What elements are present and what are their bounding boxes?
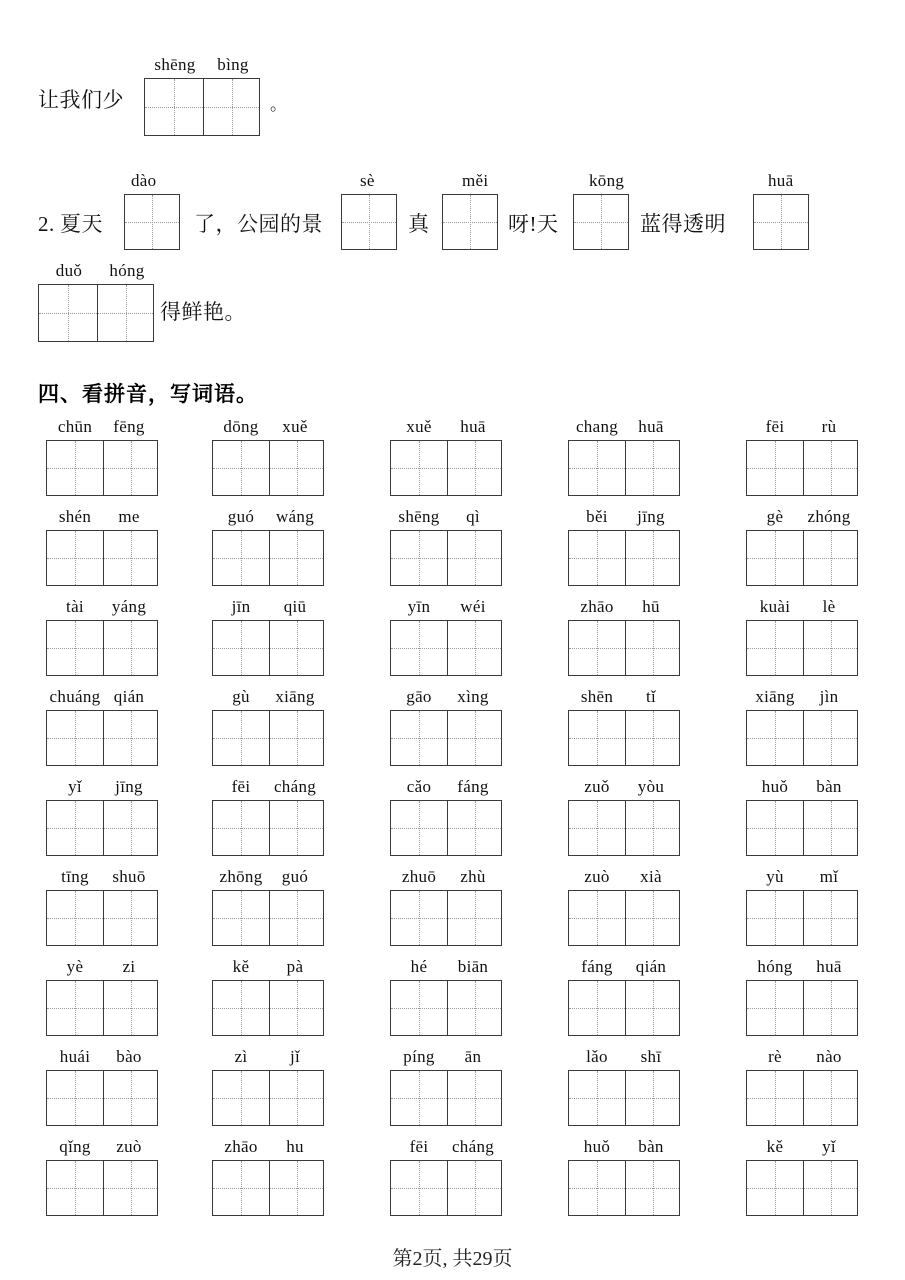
writing-box-double[interactable]: [746, 710, 858, 766]
box-guide-vertical: [597, 801, 598, 855]
box-guide-horizontal: [213, 648, 323, 649]
writing-box-double[interactable]: [746, 890, 858, 946]
box-guide-horizontal: [391, 468, 501, 469]
box-guide-horizontal: [213, 918, 323, 919]
box-guide-vertical: [653, 891, 654, 945]
pinyin-label: yǐ jīng: [68, 777, 143, 796]
box-guide-horizontal: [569, 1188, 679, 1189]
writing-box-single[interactable]: [442, 194, 498, 250]
box-guide-vertical: [297, 441, 298, 495]
writing-box-double[interactable]: [212, 530, 324, 586]
word-grid-row: [0, 508, 905, 598]
pinyin-label: yīn wéi: [407, 597, 486, 616]
box-guide-vertical: [297, 891, 298, 945]
writing-box-double[interactable]: [390, 980, 502, 1036]
writing-box-double[interactable]: [568, 890, 680, 946]
box-guide-vertical: [831, 621, 832, 675]
box-guide-vertical: [775, 711, 776, 765]
box-guide-vertical: [419, 531, 420, 585]
box-guide-vertical: [241, 801, 242, 855]
writing-box-double[interactable]: [46, 1160, 158, 1216]
box-guide-horizontal: [47, 558, 157, 559]
box-guide-vertical: [597, 1161, 598, 1215]
pinyin-label: zhāo hu: [224, 1137, 304, 1156]
writing-box-double[interactable]: [568, 1160, 680, 1216]
box-guide-vertical: [131, 891, 132, 945]
writing-box-double[interactable]: [568, 710, 680, 766]
pinyin-label-sheng-bing: shēng bìng: [154, 55, 249, 74]
pinyin-label: zhāo hū: [580, 597, 660, 616]
box-guide-vertical: [131, 531, 132, 585]
box-guide-vertical: [241, 441, 242, 495]
box-guide-vertical: [475, 981, 476, 1035]
box-guide-vertical: [297, 621, 298, 675]
box-guide-vertical: [419, 711, 420, 765]
box-guide-vertical: [419, 1161, 420, 1215]
box-guide-horizontal: [747, 918, 857, 919]
writing-box-double[interactable]: [746, 1160, 858, 1216]
word-grid-row: [0, 688, 905, 778]
writing-box-double[interactable]: [46, 620, 158, 676]
box-guide-vertical: [775, 801, 776, 855]
box-guide-vertical: [831, 981, 832, 1035]
pinyin-label: kě yǐ: [766, 1137, 836, 1156]
pinyin-label: xuě huā: [406, 417, 486, 436]
box-guide-vertical: [241, 1161, 242, 1215]
pinyin-label: shēn tǐ: [580, 687, 657, 706]
pinyin-label: lǎo shī: [586, 1047, 662, 1066]
writing-box-double[interactable]: [38, 284, 154, 342]
box-guide-horizontal: [747, 1008, 857, 1009]
box-guide-vertical: [597, 441, 598, 495]
writing-box-double[interactable]: [212, 620, 324, 676]
box-guide-vertical: [131, 1161, 132, 1215]
pinyin-label: fēi rù: [765, 417, 837, 436]
writing-box-double[interactable]: [746, 800, 858, 856]
box-guide-vertical: [653, 621, 654, 675]
pinyin-label: hé biān: [410, 957, 489, 976]
box-guide-vertical: [653, 531, 654, 585]
sentence-1-trail-text: 。: [270, 95, 288, 114]
box-guide-vertical: [475, 891, 476, 945]
sentence-2-text-2: 真: [408, 212, 430, 236]
word-grid-row: [0, 418, 905, 508]
box-guide-horizontal: [213, 1008, 323, 1009]
box-guide-horizontal: [213, 738, 323, 739]
writing-box-single[interactable]: [124, 194, 180, 250]
box-guide-vertical: [126, 285, 127, 341]
writing-box-single[interactable]: [341, 194, 397, 250]
word-grid-row: [0, 778, 905, 868]
writing-box-double[interactable]: [46, 1070, 158, 1126]
box-guide-vertical: [831, 531, 832, 585]
box-guide-vertical: [419, 621, 420, 675]
pinyin-label-kong: kōng: [589, 171, 625, 190]
writing-box-double[interactable]: [212, 890, 324, 946]
pinyin-label: kě pà: [232, 957, 304, 976]
box-guide-vertical: [775, 981, 776, 1035]
box-guide-horizontal: [145, 107, 259, 108]
box-guide-vertical: [75, 711, 76, 765]
pinyin-label: gāo xìng: [406, 687, 489, 706]
box-guide-horizontal: [747, 738, 857, 739]
box-guide-horizontal: [39, 313, 153, 314]
word-grid-row: [0, 868, 905, 958]
pinyin-label-hua: huā: [768, 171, 794, 190]
box-guide-horizontal: [569, 828, 679, 829]
word-grid-row: [0, 1138, 905, 1228]
pinyin-label: yè zi: [66, 957, 136, 976]
box-guide-vertical: [297, 981, 298, 1035]
box-guide-vertical: [831, 441, 832, 495]
box-guide-vertical: [475, 531, 476, 585]
pinyin-label: fēi cháng: [231, 777, 317, 796]
box-guide-vertical: [131, 1071, 132, 1125]
writing-box-double[interactable]: [746, 620, 858, 676]
writing-box-double[interactable]: [746, 440, 858, 496]
pinyin-label: zì jǐ: [234, 1047, 301, 1066]
pinyin-label: fáng qián: [581, 957, 667, 976]
sentence-2-text-1: 了，公园的景: [194, 212, 323, 236]
box-guide-horizontal: [47, 1008, 157, 1009]
box-guide-vertical: [653, 1071, 654, 1125]
box-guide-vertical: [232, 79, 233, 135]
pinyin-label: fēi cháng: [409, 1137, 495, 1156]
box-guide-vertical: [831, 801, 832, 855]
box-guide-horizontal: [747, 468, 857, 469]
pinyin-label: chuáng qián: [49, 687, 145, 706]
box-guide-horizontal: [213, 828, 323, 829]
pinyin-label-dao: dào: [131, 171, 157, 190]
box-guide-vertical: [653, 441, 654, 495]
sentence-2-text-3: 呀!天: [508, 212, 559, 236]
writing-box-double[interactable]: [746, 980, 858, 1036]
box-guide-vertical: [653, 711, 654, 765]
box-guide-vertical: [653, 801, 654, 855]
writing-box-double[interactable]: [390, 440, 502, 496]
pinyin-label: tīng shuō: [61, 867, 146, 886]
pinyin-label: hóng huā: [757, 957, 842, 976]
word-grid-row: [0, 1048, 905, 1138]
writing-box-double[interactable]: [568, 1070, 680, 1126]
writing-box-double[interactable]: [46, 530, 158, 586]
box-guide-vertical: [597, 621, 598, 675]
pinyin-label: zhōng guó: [219, 867, 309, 886]
pinyin-label: chang huā: [575, 417, 664, 436]
box-guide-horizontal: [391, 558, 501, 559]
pinyin-label: píng ān: [403, 1047, 482, 1066]
pinyin-label: yù mǐ: [766, 867, 839, 886]
pinyin-label: kuài lè: [759, 597, 836, 616]
box-guide-vertical: [75, 1161, 76, 1215]
box-guide-vertical: [475, 801, 476, 855]
pinyin-label-duo-hong: duǒ hóng: [55, 261, 145, 280]
box-guide-vertical: [475, 441, 476, 495]
writing-box-double[interactable]: [212, 800, 324, 856]
pinyin-label: tài yáng: [66, 597, 147, 616]
box-guide-vertical: [475, 1071, 476, 1125]
sentence-2-text-4: 蓝得透明: [640, 212, 726, 236]
writing-box-double[interactable]: [746, 1070, 858, 1126]
writing-box-double[interactable]: [390, 1160, 502, 1216]
box-guide-vertical: [152, 195, 153, 249]
box-guide-vertical: [597, 711, 598, 765]
writing-box-double[interactable]: [568, 620, 680, 676]
word-grid-row: [0, 958, 905, 1048]
box-guide-vertical: [653, 981, 654, 1035]
box-guide-horizontal: [47, 648, 157, 649]
box-guide-horizontal: [213, 558, 323, 559]
box-guide-vertical: [75, 531, 76, 585]
sentence-1-lead-text: 让我们少: [38, 88, 124, 112]
writing-box-double[interactable]: [46, 800, 158, 856]
box-guide-horizontal: [213, 1188, 323, 1189]
writing-box-double[interactable]: [568, 800, 680, 856]
pinyin-label: gè zhóng: [766, 507, 851, 526]
box-guide-horizontal: [391, 738, 501, 739]
pinyin-label: huǒ bàn: [583, 1137, 664, 1156]
box-guide-horizontal: [747, 648, 857, 649]
writing-box-double[interactable]: [212, 1160, 324, 1216]
box-guide-horizontal: [569, 738, 679, 739]
box-guide-vertical: [131, 981, 132, 1035]
writing-box-double[interactable]: [46, 980, 158, 1036]
pinyin-label: zuò xià: [584, 867, 662, 886]
box-guide-vertical: [241, 621, 242, 675]
pinyin-label: chūn fēng: [57, 417, 145, 436]
box-guide-vertical: [775, 531, 776, 585]
box-guide-vertical: [597, 1071, 598, 1125]
box-guide-horizontal: [747, 1188, 857, 1189]
writing-box-double[interactable]: [212, 440, 324, 496]
box-guide-vertical: [419, 801, 420, 855]
box-guide-vertical: [75, 891, 76, 945]
pinyin-label-mei: měi: [462, 171, 489, 190]
writing-box-double[interactable]: [46, 440, 158, 496]
writing-box-double[interactable]: [568, 530, 680, 586]
box-guide-vertical: [297, 711, 298, 765]
sentence-2-wrap-trail: 得鲜艳。: [160, 300, 246, 324]
box-guide-vertical: [601, 195, 602, 249]
writing-box-single[interactable]: [573, 194, 629, 250]
writing-box-double[interactable]: [212, 710, 324, 766]
box-guide-vertical: [775, 1161, 776, 1215]
page-footer: 第2页, 共29页: [392, 1248, 513, 1270]
box-guide-horizontal: [47, 468, 157, 469]
box-guide-vertical: [131, 801, 132, 855]
pinyin-label: rè nào: [768, 1047, 842, 1066]
pinyin-label: qǐng zuò: [59, 1137, 142, 1156]
box-guide-vertical: [831, 711, 832, 765]
box-guide-vertical: [75, 441, 76, 495]
box-guide-vertical: [241, 531, 242, 585]
box-guide-vertical: [653, 1161, 654, 1215]
box-guide-vertical: [475, 621, 476, 675]
box-guide-horizontal: [391, 1188, 501, 1189]
box-guide-horizontal: [391, 1008, 501, 1009]
pinyin-label: xiāng jìn: [755, 687, 839, 706]
pinyin-label: běi jīng: [586, 507, 665, 526]
box-guide-vertical: [831, 1161, 832, 1215]
box-guide-horizontal: [747, 828, 857, 829]
box-guide-vertical: [75, 981, 76, 1035]
box-guide-horizontal: [47, 828, 157, 829]
box-guide-vertical: [369, 195, 370, 249]
box-guide-horizontal: [391, 828, 501, 829]
word-writing-grid: [0, 418, 905, 1228]
box-guide-horizontal: [569, 1008, 679, 1009]
box-guide-vertical: [241, 711, 242, 765]
box-guide-vertical: [831, 891, 832, 945]
box-guide-vertical: [297, 531, 298, 585]
pinyin-label: jīn qiū: [231, 597, 307, 616]
pinyin-label: shēng qì: [398, 507, 480, 526]
box-guide-vertical: [597, 531, 598, 585]
box-guide-vertical: [775, 621, 776, 675]
pinyin-label: huái bào: [59, 1047, 142, 1066]
sentence-2-text-0: 夏天: [60, 212, 103, 236]
writing-box-single[interactable]: [753, 194, 809, 250]
writing-box-double[interactable]: [390, 1070, 502, 1126]
pinyin-label: guó wáng: [227, 507, 315, 526]
box-guide-vertical: [297, 1161, 298, 1215]
box-guide-vertical: [241, 981, 242, 1035]
pinyin-label: dōng xuě: [223, 417, 308, 436]
pinyin-label: huǒ bàn: [761, 777, 842, 796]
writing-box-double[interactable]: [212, 1070, 324, 1126]
box-guide-horizontal: [391, 648, 501, 649]
sentence-2-number: 2.: [38, 212, 55, 236]
box-guide-horizontal: [213, 468, 323, 469]
box-guide-vertical: [475, 711, 476, 765]
box-guide-horizontal: [747, 558, 857, 559]
box-guide-vertical: [131, 441, 132, 495]
writing-box-double[interactable]: [390, 620, 502, 676]
box-guide-horizontal: [569, 1098, 679, 1099]
box-guide-vertical: [775, 891, 776, 945]
pinyin-label-se: sè: [360, 171, 375, 190]
box-guide-horizontal: [47, 918, 157, 919]
writing-box-double[interactable]: [144, 78, 260, 136]
box-guide-horizontal: [391, 1098, 501, 1099]
box-guide-vertical: [419, 441, 420, 495]
box-guide-vertical: [75, 1071, 76, 1125]
pinyin-label: shén me: [58, 507, 140, 526]
box-guide-vertical: [775, 1071, 776, 1125]
section-heading-four: 四、看拼音，写词语。: [38, 383, 258, 406]
writing-box-double[interactable]: [390, 530, 502, 586]
writing-box-double[interactable]: [568, 440, 680, 496]
pinyin-label: cǎo fáng: [406, 777, 489, 796]
box-guide-vertical: [831, 1071, 832, 1125]
box-guide-vertical: [597, 981, 598, 1035]
pinyin-label: zuǒ yòu: [584, 777, 665, 796]
box-guide-vertical: [75, 621, 76, 675]
pinyin-label: zhuō zhù: [401, 867, 486, 886]
box-guide-horizontal: [47, 1098, 157, 1099]
writing-box-double[interactable]: [212, 980, 324, 1036]
box-guide-vertical: [241, 1071, 242, 1125]
box-guide-vertical: [131, 711, 132, 765]
writing-box-double[interactable]: [568, 980, 680, 1036]
writing-box-double[interactable]: [390, 800, 502, 856]
writing-box-double[interactable]: [390, 890, 502, 946]
writing-box-double[interactable]: [746, 530, 858, 586]
box-guide-vertical: [131, 621, 132, 675]
box-guide-vertical: [174, 79, 175, 135]
box-guide-vertical: [470, 195, 471, 249]
box-guide-vertical: [297, 1071, 298, 1125]
box-guide-horizontal: [747, 1098, 857, 1099]
pinyin-label: gù xiāng: [232, 687, 315, 706]
box-guide-horizontal: [391, 918, 501, 919]
box-guide-vertical: [419, 1071, 420, 1125]
box-guide-horizontal: [47, 738, 157, 739]
box-guide-horizontal: [569, 468, 679, 469]
box-guide-vertical: [75, 801, 76, 855]
box-guide-horizontal: [569, 648, 679, 649]
word-grid-row: [0, 598, 905, 688]
box-guide-vertical: [775, 441, 776, 495]
writing-box-double[interactable]: [46, 890, 158, 946]
box-guide-vertical: [475, 1161, 476, 1215]
box-guide-vertical: [297, 801, 298, 855]
box-guide-vertical: [781, 195, 782, 249]
box-guide-vertical: [419, 891, 420, 945]
box-guide-horizontal: [569, 558, 679, 559]
box-guide-vertical: [68, 285, 69, 341]
box-guide-vertical: [419, 981, 420, 1035]
writing-box-double[interactable]: [46, 710, 158, 766]
box-guide-vertical: [597, 891, 598, 945]
box-guide-vertical: [241, 891, 242, 945]
box-guide-horizontal: [569, 918, 679, 919]
writing-box-double[interactable]: [390, 710, 502, 766]
box-guide-horizontal: [213, 1098, 323, 1099]
box-guide-horizontal: [47, 1188, 157, 1189]
